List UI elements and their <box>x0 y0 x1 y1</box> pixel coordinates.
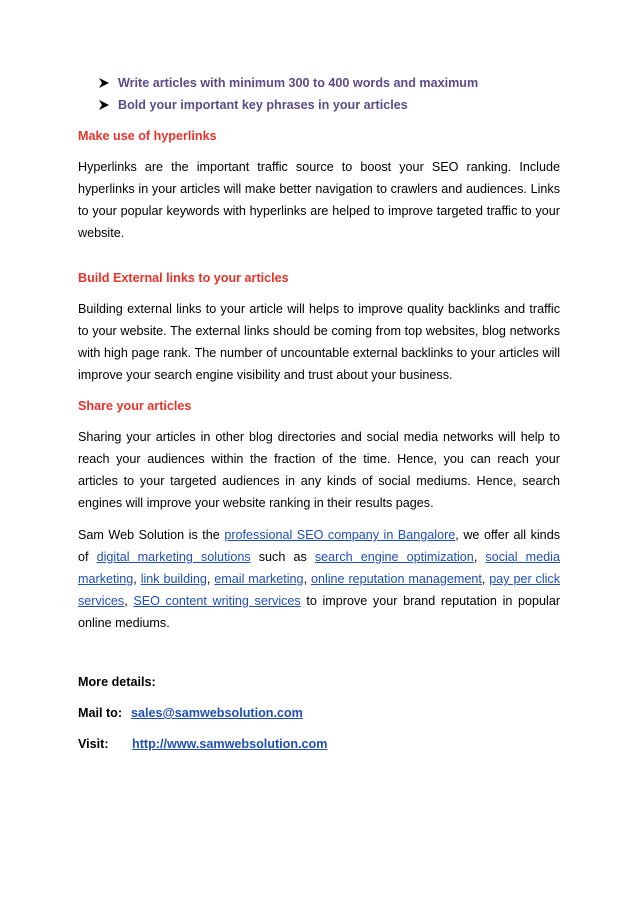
arrow-bullet-icon <box>98 72 112 94</box>
section-body-external-links: Building external links to your article will helps to improve quality backlinks and traffic to your website. The external links should be coming from top websites, blog networks with high page rank. The number of uncountable external backlinks to your articles will improve your search engine visibility and trust about your business. <box>78 302 560 382</box>
digital-marketing-link[interactable]: digital marketing solutions <box>96 550 251 564</box>
promo-text: , <box>473 550 486 564</box>
section-heading-hyperlinks: Make use of hyperlinks <box>78 129 217 143</box>
promo-text: , <box>206 572 215 586</box>
promo-text: Sam Web Solution is the <box>78 528 225 542</box>
arrow-bullet-icon <box>98 94 112 116</box>
promo-text: such as <box>250 550 315 564</box>
promo-text: , <box>481 572 490 586</box>
section-heading-external-links: Build External links to your articles <box>78 271 289 285</box>
promo-text: to improve your brand reputation in popular online mediums. <box>78 594 561 630</box>
promo-text: , <box>133 572 141 586</box>
email-link[interactable]: sales@samwebsolution.com <box>131 706 303 720</box>
list-item <box>78 94 560 116</box>
email-marketing-link[interactable]: email marketing <box>214 572 304 586</box>
mail-row <box>78 703 560 723</box>
social-media-link[interactable]: social media marketing <box>78 550 560 586</box>
reputation-management-link[interactable]: online reputation management <box>310 572 482 586</box>
list-item-text: Bold your important key phrases in your articles <box>118 98 408 112</box>
document-page <box>78 72 560 754</box>
section-body-share: Sharing your articles in other blog directories and social media networks will help to reach your audiences within the fraction of the time. Hence, you can reach your articles to your targeted audiences in any kinds of social mediums. Hence, search engines will improve your website ranking in their results pages. <box>78 430 560 510</box>
tips-list <box>78 72 560 116</box>
more-details-heading: More details: <box>78 675 156 689</box>
ppc-services-link[interactable]: pay per click services <box>78 572 561 608</box>
list-item <box>78 72 560 94</box>
visit-row <box>78 734 560 754</box>
promo-text: , <box>303 572 311 586</box>
section-body-hyperlinks: Hyperlinks are the important traffic source to boost your SEO ranking. Include hyperlinks in your articles will make better navigation to crawlers and audiences. Links to your popular keywords with hyperlinks are helped to improve targeted traffic to your website. <box>78 160 560 240</box>
section-heading-share: Share your articles <box>78 399 192 413</box>
promo-text: , <box>124 594 134 608</box>
list-item-text: Write articles with minimum 300 to 400 words and maximum <box>118 76 479 90</box>
promo-text: , we offer all kinds of <box>78 528 560 564</box>
link-building-link[interactable]: link building <box>140 572 207 586</box>
website-link[interactable]: http://www.samwebsolution.com <box>132 737 328 751</box>
seo-company-link[interactable]: professional SEO company in Bangalore <box>224 528 456 542</box>
promo-paragraph <box>78 524 560 634</box>
mail-label: Mail to: <box>78 706 123 720</box>
content-writing-link[interactable]: SEO content writing services <box>133 594 301 608</box>
seo-link[interactable]: search engine optimization <box>314 550 474 564</box>
visit-label: Visit: <box>78 737 109 751</box>
